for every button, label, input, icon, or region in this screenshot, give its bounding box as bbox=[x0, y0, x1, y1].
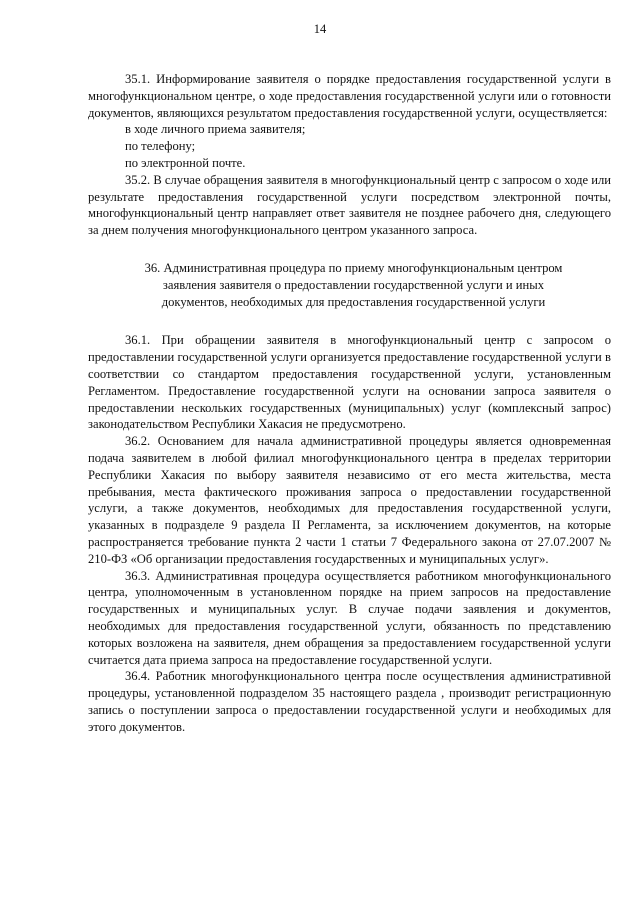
page-number: 14 bbox=[313, 22, 327, 36]
paragraph-36-2: 36.2. Основанием для начала административной процедуры является одновременная подача заявителем в любой филиал многофункционального центра в пределах территории Республики Хакасия по выбору заявителя независимо от его места жительства, места пребывания, места фактического проживания запроса о предоставлении государственной услуги, а также документов, необходимых для предоставления государственной услуги, указанных в подразделе 9 раздела II Регламента, за исключением документов, на которые распространяется требование пункта 2 части 1 статьи 7 Федерального закона от 27.07.2007 № 210-ФЗ «Об организации предоставления государственных и муниципальных услуг». bbox=[88, 434, 611, 566]
document-body bbox=[88, 71, 611, 735]
paragraph-35-1: 35.1. Информирование заявителя о порядке предоставления государственной услуги в многофункциональном центре, о ходе предоставления государственной услуги или о готовности документов, являющихся результатом предоставления государственной услуги, осуществляется: bbox=[88, 72, 611, 120]
list-item-email: по электронной почте. bbox=[125, 155, 246, 170]
paragraph-35-2: 35.2. В случае обращения заявителя в многофункциональный центр с запросом о ходе или результате предоставления государственной услуги посредством электронной почты, многофункциональный центр направляет ответ заявителя не позднее рабочего дня, следующего за днем получения многофункционального центром указанного запроса. bbox=[88, 172, 611, 238]
list-item-phone: по телефону; bbox=[125, 139, 196, 154]
paragraph-36-3: 36.3. Административная процедура осуществляется работником многофункционального центра, уполномоченным в установленном порядке на прием запросов на предоставление государственных и муниципальных услуг. В случае подачи заявления и документов, необходимых для предоставления государственной услуги, обязанность по представлению которых возложена на заявителя, днем обращения за предоставлением государственной услуги считается дата приема запроса на предоставление государственной услуги. bbox=[88, 568, 611, 667]
paragraph-36-1: 36.1. При обращении заявителя в многофункциональный центр с запросом о предоставлении государственной услуги организуется предоставление государственной услуги в соответствии со стандартом предоставления государственной услуги, установленным Регламентом. Предоставление государственной услуги на основании запроса заявителя о предоставлении нескольких государственных (муниципальных) услуг (комплексный запрос) законодательством Республики Хакасия не предусмотрено. bbox=[88, 333, 611, 432]
section-heading-36: 36. Административная процедура по приему многофункциональным центром заявления заявителя о предоставлении государственной услуги и иных документов, необходимых для предоставления государственной услуги bbox=[144, 260, 563, 309]
paragraph-36-4: 36.4. Работник многофункционального центра после осуществления административной процедуры, установленной подразделом 35 настоящего раздела , производит регистрационную запись о поступлении запроса о предоставлении государственной услуги и необходимых для этого документов. bbox=[88, 669, 611, 734]
list-item-personal-reception: в ходе личного приема заявителя; bbox=[125, 122, 306, 137]
